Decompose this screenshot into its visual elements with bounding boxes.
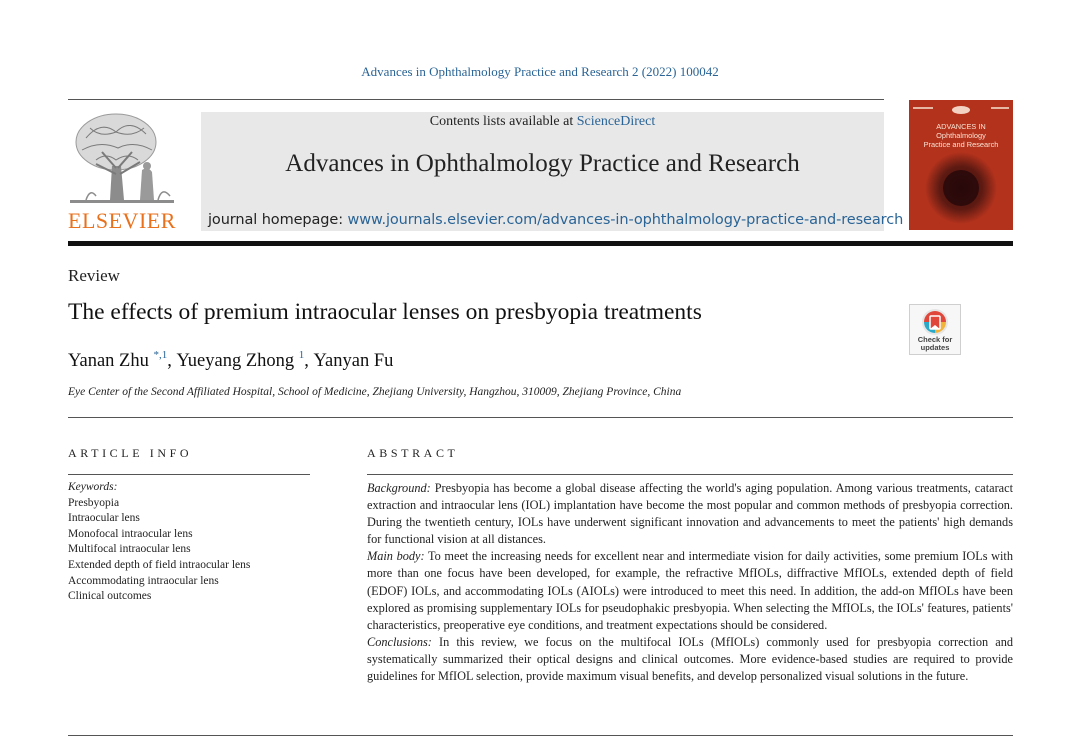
affiliation: Eye Center of the Second Affiliated Hospital, School of Medicine, Zhejiang University, Hangzhou, 310009, Zhejiang Province, China bbox=[68, 386, 682, 398]
crossmark-icon bbox=[921, 308, 949, 336]
sciencedirect-link[interactable]: ScienceDirect bbox=[576, 114, 656, 129]
elsevier-logo bbox=[66, 108, 178, 234]
keyword-item: Intraocular lens bbox=[68, 512, 140, 525]
abstract-section-text: In this review, we focus on the multifocal IOLs (MfIOLs) commonly used for presbyopia correction and systematically summarized their optical designs and clinical outcomes. More evidence-based studies are required to provide guidelines for MfIOL selection, provide maximum visual benefits, and develop personalized visual solutions in the future. bbox=[367, 634, 1013, 684]
elsevier-wordmark: ELSEVIER bbox=[68, 208, 176, 233]
abstract-conclusions bbox=[367, 634, 1013, 685]
abstract-section-text: Presbyopia has become a global disease affecting the world's aging population. Among various treatments, cataract extraction and intraocular lens (IOL) implantation have become the most popular and common methods of presbyopia correction. During the twentieth century, IOLs have underwent significant innovation and advancements to meet the patients' high demands for functional vision at all distances. bbox=[367, 481, 1013, 547]
author-name-2: Yueyang Zhong bbox=[176, 351, 295, 372]
author-list: Yanan Zhu $^{*,1}$, Yueyang Zhong $^1$, Yanyan Fu bbox=[68, 349, 394, 372]
top-divider bbox=[68, 99, 884, 100]
keyword-item: Extended depth of field intraocular lens bbox=[68, 558, 251, 571]
check-for-updates-button[interactable] bbox=[909, 304, 961, 355]
homepage-line bbox=[208, 212, 903, 228]
abstract-body bbox=[367, 480, 1013, 685]
elsevier-tree-icon bbox=[66, 108, 178, 208]
check-updates-line1: Check for bbox=[917, 335, 953, 344]
article-type: Review bbox=[68, 266, 120, 285]
check-updates-line2: updates bbox=[920, 343, 950, 352]
author-marks-2[interactable]: 1 bbox=[298, 349, 305, 361]
cover-title-line2: Ophthalmology bbox=[936, 131, 986, 140]
journal-title: Advances in Ophthalmology Practice and Research bbox=[285, 150, 800, 177]
keyword-item: Presbyopia bbox=[68, 496, 120, 509]
abstract-main-body bbox=[367, 548, 1013, 633]
abstract-section-label: Conclusions: bbox=[367, 634, 432, 649]
abstract-section-label: Main body: bbox=[367, 549, 425, 564]
author-marks-1[interactable]: *,1 bbox=[153, 349, 168, 361]
cover-title bbox=[909, 122, 1013, 149]
cover-header-icon bbox=[909, 105, 1013, 115]
contents-prefix: Contents lists available at bbox=[429, 114, 577, 129]
keyword-item: Monofocal intraocular lens bbox=[68, 527, 193, 540]
abstract-heading: ABSTRACT bbox=[367, 446, 459, 460]
cover-title-line1: ADVANCES IN bbox=[936, 122, 986, 131]
cover-eye-icon bbox=[909, 146, 1013, 230]
author-name-3: Yanyan Fu bbox=[313, 351, 394, 372]
author-name-1: Yanan Zhu bbox=[68, 351, 149, 372]
keywords-label: Keywords: bbox=[68, 481, 118, 493]
article-info-divider bbox=[68, 474, 310, 475]
title-divider bbox=[68, 417, 1013, 418]
article-title: The effects of premium intraocular lenses on presbyopia treatments bbox=[68, 299, 702, 325]
journal-citation[interactable]: Advances in Ophthalmology Practice and Research 2 (2022) 100042 bbox=[361, 64, 719, 79]
keyword-item: Accommodating intraocular lens bbox=[68, 574, 219, 587]
cover-title-line3: Practice and Research bbox=[923, 140, 999, 149]
abstract-background bbox=[367, 480, 1013, 548]
keyword-item: Multifocal intraocular lens bbox=[68, 543, 191, 556]
keywords-list bbox=[68, 480, 328, 605]
journal-banner bbox=[201, 112, 904, 231]
keyword-item: Clinical outcomes bbox=[68, 590, 152, 603]
header-thick-divider bbox=[68, 241, 1013, 246]
journal-cover[interactable] bbox=[909, 100, 1013, 230]
article-info-heading: ARTICLE INFO bbox=[68, 446, 193, 460]
homepage-label: journal homepage: bbox=[208, 212, 348, 228]
contents-line bbox=[201, 114, 884, 130]
homepage-link[interactable]: www.journals.elsevier.com/advances-in-ophthalmology-practice-and-research bbox=[347, 212, 904, 228]
check-updates-label bbox=[910, 336, 960, 352]
abstract-section-label: Background: bbox=[367, 481, 431, 495]
abstract-divider bbox=[367, 474, 1013, 475]
abstract-section-text: To meet the increasing needs for excellent near and intermediate vision for daily activities, some premium IOLs with more than one focus have been developed, for example, the refractive MfIOLs, diffractive MfIOLs, extended depth of field (EDOF) IOLs, and accommodating IOLs (AIOLs) were introduced to meet this need. In addition, the add-on MfIOLs have been explored as promising supplementary IOLs for pseudophakic presbyopia. When selecting the MfIOLs, the IOLs' features, patients' characteristics, preoperative eye conditions, and treatment expectations should be considered. bbox=[367, 549, 1013, 632]
bottom-divider bbox=[68, 735, 1013, 736]
